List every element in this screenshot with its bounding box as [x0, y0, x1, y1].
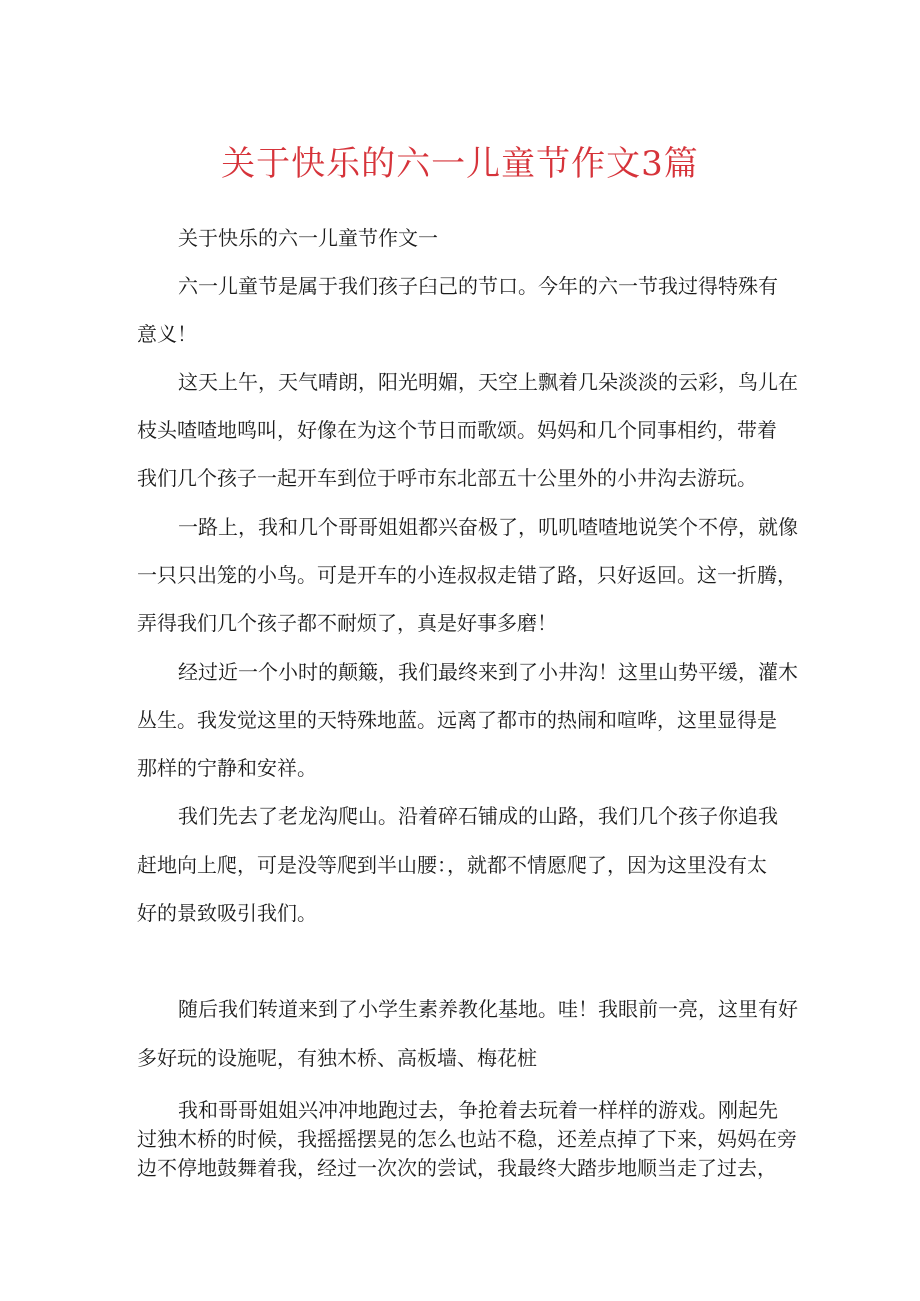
paragraph-7-line-1: 我和哥哥姐姐兴冲冲地跑过去，争抢着去玩着一样样的游戏。刚起先: [178, 1098, 778, 1122]
paragraph-4-line-2: 丛生。我发觉这里的天特殊地蓝。远离了都市的热闹和喧哗，这里显得是: [137, 708, 777, 732]
paragraph-4-line-1: 经过近一个小时的颠簸，我们最终来到了小井沟！这里山势平缓，灌木: [178, 660, 798, 684]
paragraph-7-line-2: 过独木桥的时候，我摇摇摆晃的怎么也站不稳，还差点掉了下来，妈妈在旁: [137, 1127, 797, 1151]
paragraph-5-line-1: 我们先去了老龙沟爬山。沿着碎石铺成的山路，我们几个孩子你追我: [178, 804, 778, 828]
paragraph-3-line-1: 一路上，我和几个哥哥姐姐都兴奋极了，叽叽喳喳地说笑个不停，就像: [178, 515, 798, 539]
section-heading: 关于快乐的六一儿童节作文一: [178, 226, 438, 250]
paragraph-5-line-2: 赶地向上爬，可是没等爬到半山腰：，就都不情愿爬了，因为这里没有太: [137, 853, 767, 877]
paragraph-1-line-2: 意义！: [137, 322, 197, 346]
paragraph-7-line-3: 边不停地鼓舞着我，经过一次次的尝试，我最终大踏步地顺当走了过去，: [137, 1156, 777, 1180]
paragraph-2-line-2: 枝头喳喳地鸣叫，好像在为这个节日而歌颂。妈妈和几个同事相约，带着: [137, 418, 777, 442]
paragraph-3-line-3: 弄得我们几个孩子都不耐烦了，真是好事多磨！: [137, 611, 557, 635]
document-title: 关于快乐的六一儿童节作文3篇: [221, 144, 699, 184]
paragraph-1-line-1: 六一儿童节是属于我们孩子臼己的节口。今年的六一节我过得特殊有: [178, 274, 778, 298]
paragraph-6-line-1: 随后我们转道来到了小学生素养教化基地。哇！我眼前一亮，这里有好: [178, 997, 798, 1021]
paragraph-6-line-2: 多好玩的设施呢，有独木桥、高板墙、梅花桩: [137, 1046, 537, 1070]
paragraph-2-line-3: 我们几个孩子一起开车到位于呼市东北部五十公里外的小井沟去游玩。: [137, 466, 757, 490]
paragraph-3-line-2: 一只只出笼的小鸟。可是开车的小连叔叔走错了路，只好返回。这一折腾，: [137, 563, 797, 587]
paragraph-4-line-3: 那样的宁静和安祥。: [137, 756, 317, 780]
paragraph-2-line-1: 这天上午，天气晴朗，阳光明媚，天空上飘着几朵淡淡的云彩，鸟儿在: [178, 370, 798, 394]
paragraph-5-line-3: 好的景致吸引我们。: [137, 901, 317, 925]
